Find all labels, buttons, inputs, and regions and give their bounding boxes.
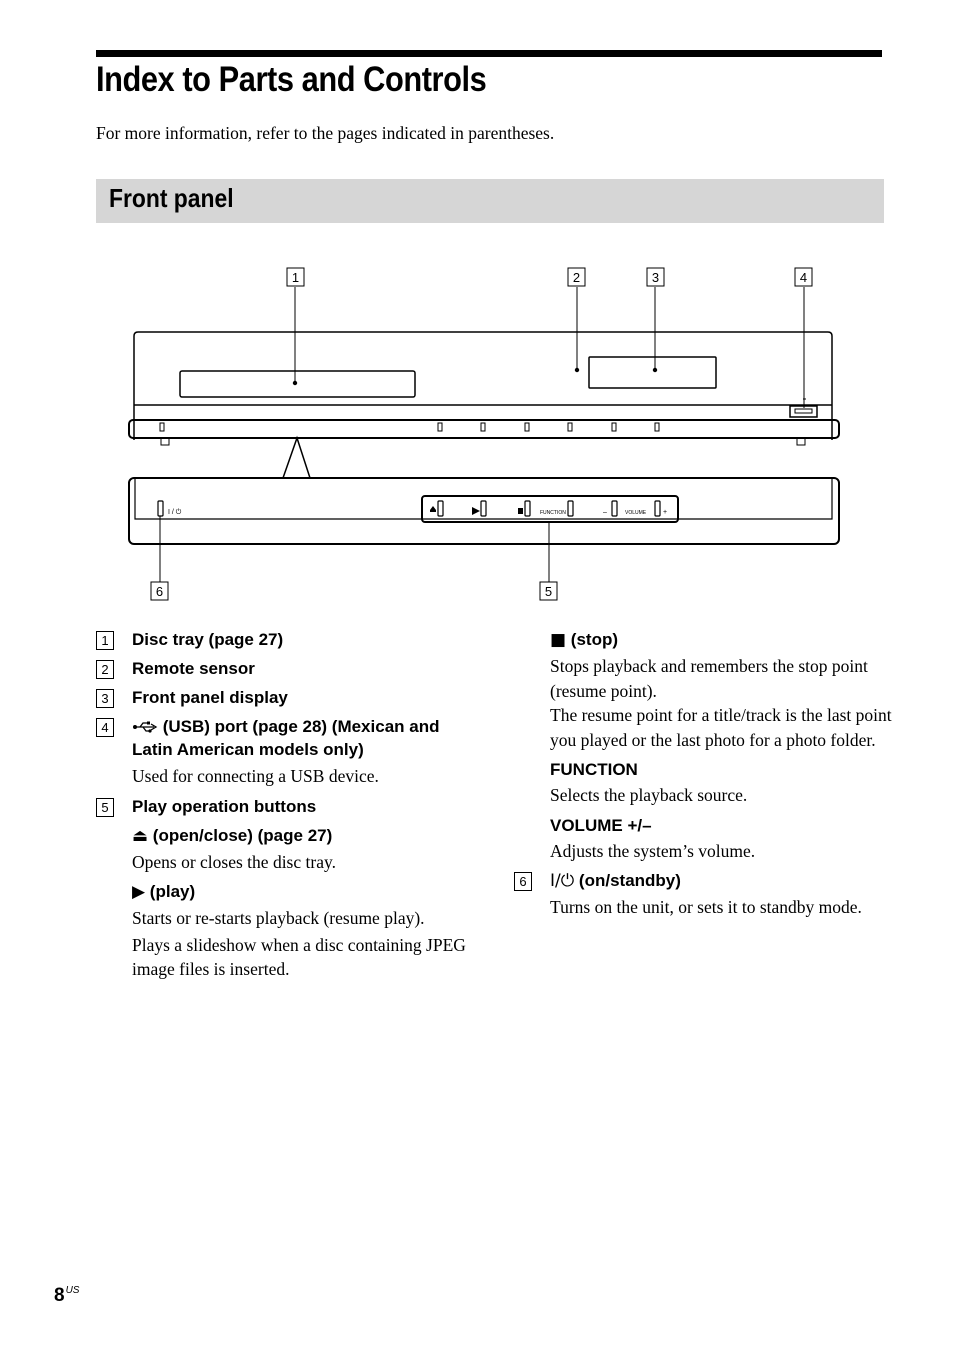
item-number: 2 [96,660,114,679]
stop-body-1: Stops playback and remembers the stop point (resume point). [550,656,868,701]
intro-text: For more information, refer to the pages indicated in parentheses. [96,123,555,143]
callout-4: 4 [799,270,808,285]
item-body: Used for connecting a USB device. [132,766,379,786]
stop-item [514,628,894,863]
play-buttons-highlight [422,496,678,522]
item-heading [132,715,476,761]
page-suffix: US [65,1285,80,1296]
item-number: 5 [96,798,114,817]
item-5 [96,795,476,982]
volume-label: VOLUME [625,510,647,516]
callout-1: 1 [291,270,300,285]
function-heading: FUNCTION [550,760,638,779]
item-2 [96,657,476,680]
item-body: Turns on the unit, or sets it to standby mode. [550,897,862,917]
function-label: FUNCTION [540,510,566,516]
open-close-body: Opens or closes the disc tray. [132,851,336,872]
usb-heading-text: (USB) port (page 28) (Mexican and Latin American models only) [132,717,440,759]
left-column [96,628,476,982]
item-1 [96,628,476,651]
play-icon: ▶ [132,882,146,902]
item-4 [96,715,476,789]
callout-6: 6 [155,584,164,599]
stop-body-2: The resume point for a title/track is the last point you played or the last photo for a photo folder. [550,705,892,750]
usb-icon [132,721,158,733]
play-heading: ▶ (play) [132,882,196,902]
callout-2: 2 [572,270,581,285]
front-panel-diagram [0,0,954,620]
open-close-heading: ⏏ (open/close) (page 27) [132,825,333,846]
eject-icon [430,506,436,512]
power-icon: I/⏻ [550,871,575,891]
section-title: Front panel [109,183,234,213]
callout-3: 3 [651,270,660,285]
item-heading: Front panel display [132,688,288,707]
right-column [514,628,894,920]
item-number: 6 [514,872,532,891]
stop-icon [518,508,523,514]
page-number: $8^{US}$ [54,1285,80,1306]
item-heading: Disc tray (page 27) [132,630,284,649]
stop-heading: ■ (stop) [550,630,618,650]
page-title: Index to Parts and Controls [96,60,487,99]
display-window [589,357,716,388]
function-body: Selects the playback source. [550,785,748,805]
eject-icon: ⏏ [132,825,149,846]
disc-tray-outline [180,371,415,397]
volume-heading: VOLUME +/– [550,815,652,835]
unit-outline [134,332,832,440]
play-body-2: Plays a slideshow when a disc containing JPEG image files is inserted. [132,934,466,979]
callout-5: 5 [544,584,553,599]
item-3 [96,686,476,709]
volume-body: Adjusts the system’s volume. [550,840,756,861]
play-icon [472,507,480,515]
stop-icon: ■ [550,630,567,650]
item-6 [514,869,894,920]
item-number: 4 [96,718,114,737]
item-heading: I/⏻ (on/standby) [550,871,681,891]
item-heading: Remote sensor [132,659,255,678]
volume-plus-label: + [663,509,668,516]
item-heading: Play operation buttons [132,796,317,816]
item-number: 3 [96,689,114,708]
play-body-1: Starts or re-starts playback (resume play). [132,908,425,928]
zoomed-panel-outline [129,478,839,544]
volume-minus-label: – [603,509,607,516]
item-number: 1 [96,631,114,650]
power-label: I / ⏻ [168,509,182,516]
